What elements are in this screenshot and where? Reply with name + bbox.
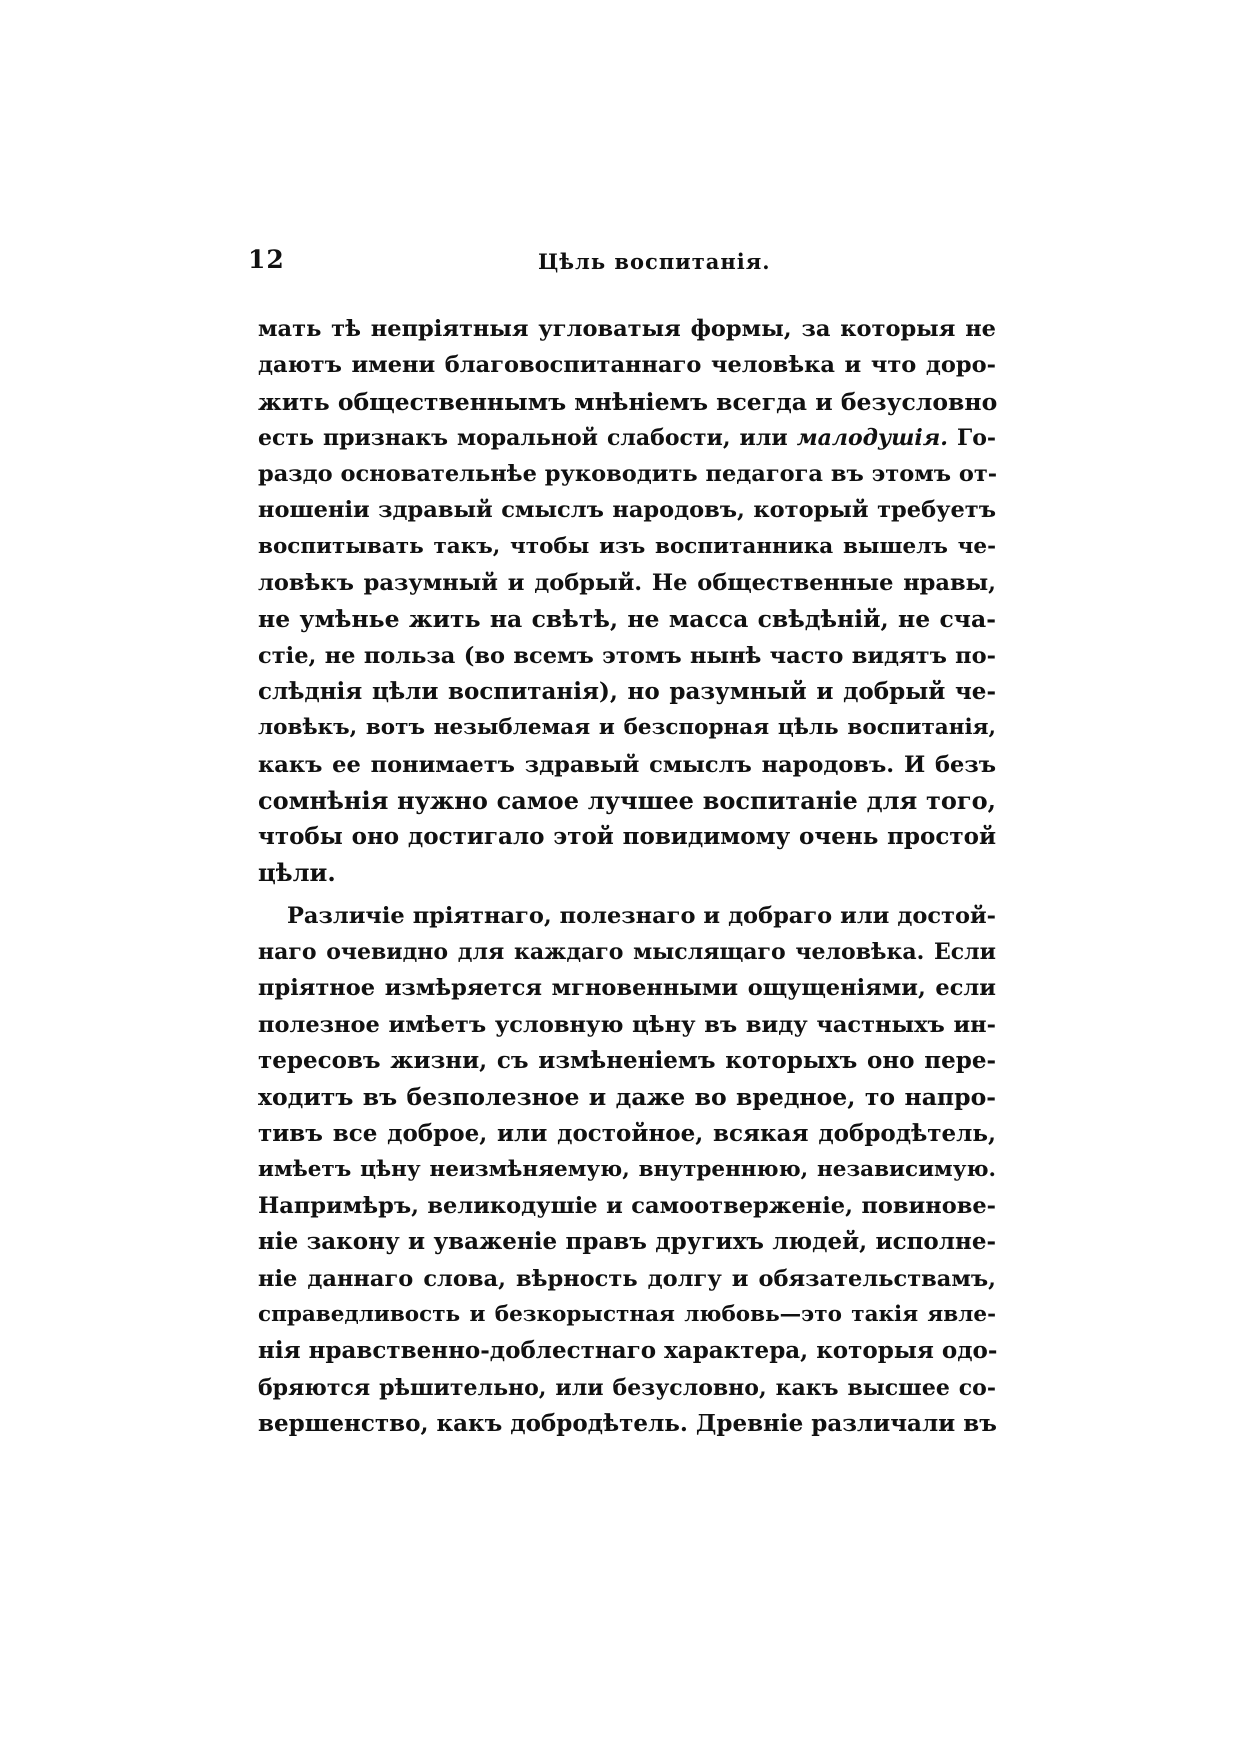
text-line: воспитывать такъ, чтобы изъ воспитанника вышелъ че- xyxy=(258,533,996,559)
body-text xyxy=(258,311,996,1442)
text-line: ношеніи здравый смыслъ народовъ, который требуетъ xyxy=(258,497,996,524)
text-line: слѣднія цѣли воспитанія), но разумный и добрый че- xyxy=(258,677,996,705)
italic-word: малодушія. xyxy=(796,424,948,451)
text-line: цѣли. xyxy=(258,858,336,888)
text-line: тересовъ жизни, съ измѣненіемъ которыхъ оно пере- xyxy=(258,1046,996,1074)
text-line: пріятное измѣряется мгновенными ощущеніями, если xyxy=(258,975,996,1002)
text-segment: Го- xyxy=(957,424,996,451)
text-line: жить общественнымъ мнѣніемъ всегда и безусловно xyxy=(258,387,998,416)
running-title: Цѣль воспитанія. xyxy=(538,249,771,274)
text-line: ловѣкъ разумный и добрый. Не общественные нравы, xyxy=(258,570,996,597)
text-line: наго очевидно для каждаго мыслящаго человѣка. Если xyxy=(258,939,996,966)
text-line: тивъ все доброе, или достойное, всякая добродѣтель, xyxy=(258,1119,996,1147)
text-line: не умѣнье жить на свѣтѣ, не масса свѣдѣній, не сча- xyxy=(258,605,996,634)
text-line: раздо основательнѣе руководить педагога въ этомъ от- xyxy=(258,461,998,488)
page-number: 12 xyxy=(248,245,285,274)
text-line: какъ ее понимаетъ здравый смыслъ народовъ. И безъ xyxy=(258,751,996,778)
text-line-with-italic xyxy=(258,420,996,456)
text-line: сомнѣнія нужно самое лучшее воспитаніе для того, xyxy=(258,785,996,815)
page-header xyxy=(248,245,983,285)
text-line: Различіе пріятнаго, полезнаго и добраго или достой- xyxy=(287,902,996,929)
text-line: бряются рѣшительно, или безусловно, какъ высшее со- xyxy=(258,1374,996,1401)
text-line: стіе, не польза (во всемъ этомъ нынѣ часто видятъ по- xyxy=(258,642,996,669)
text-line: полезное имѣетъ условную цѣну въ виду частныхъ ин- xyxy=(258,1011,996,1038)
text-line: ходитъ въ безполезное и даже во вредное, то напро- xyxy=(258,1083,996,1112)
text-line: нія нравственно-доблестнаго характера, которыя одо- xyxy=(258,1337,998,1365)
text-line: ніе закону и уваженіе правъ другихъ людей, исполне- xyxy=(258,1228,996,1256)
text-line: ловѣкъ, вотъ незыблемая и безспорная цѣль воспитанія, xyxy=(258,715,996,741)
text-line: ніе даннаго слова, вѣрность долгу и обязательствамъ, xyxy=(258,1265,996,1292)
text-line: имѣетъ цѣну неизмѣняемую, внутреннюю, независимую. xyxy=(258,1156,996,1182)
text-line: даютъ имени благовоспитаннаго человѣка и что доро- xyxy=(258,352,996,379)
text-line: вершенство, какъ добродѣтель. Древніе различали въ xyxy=(258,1409,997,1437)
text-line: справедливость и безкорыстная любовь—это такія явле- xyxy=(258,1302,996,1328)
text-line: Напримѣръ, великодушіе и самоотверженіе, повинове- xyxy=(258,1193,996,1220)
text-segment: есть признакъ моральной слабости, или xyxy=(258,424,788,451)
text-line: мать тѣ непріятныя угловатыя формы, за которыя не xyxy=(258,316,996,342)
text-line: чтобы оно достигало этой повидимому очень простой xyxy=(258,823,996,851)
